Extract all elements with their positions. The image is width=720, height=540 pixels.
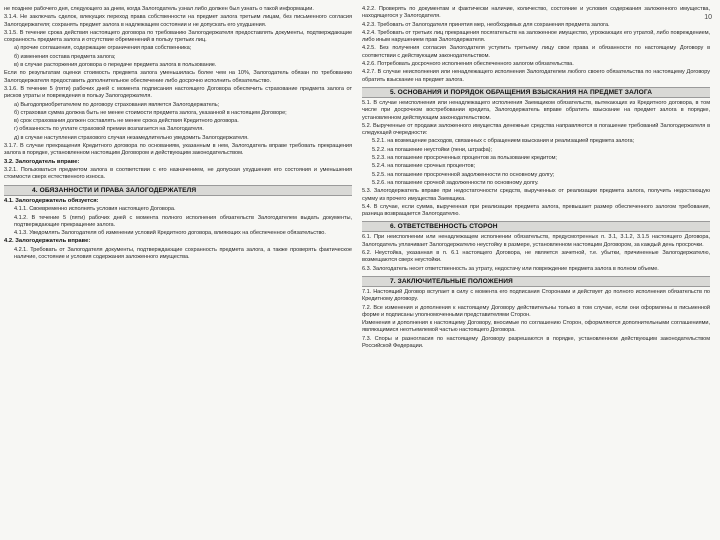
subsection-heading: 4.1. Залогодержатель обязуется: [4, 197, 99, 204]
page-number: 10 [704, 14, 712, 21]
list-item: 5.2.4. на погашение срочных процентов; [372, 163, 476, 170]
paragraph: Если по результатам оценки стоимость предмета залога уменьшилась более чем на 10%, Залогодатель обязан по требованию Залогодержателя предоставить дополнительное обеспечение либо досрочно исполнить обязательство. [4, 70, 352, 84]
paragraph: 4.1.2. В течение 5 (пяти) рабочих дней с момента полного исполнения обязательств Залогодателем выдать документы, подтверждающие прекращение залога. [14, 214, 352, 228]
paragraph: 4.2.5. Без получения согласия Залогодателя уступить третьему лицу свои права и обязанности по настоящему Договору в соответствии с действующим законодательством. [362, 45, 710, 59]
section-heading-7: 7. ЗАКЛЮЧИТЕЛЬНЫЕ ПОЛОЖЕНИЯ [362, 276, 710, 287]
list-item: а) Выгодоприобретателем по договору страхования является Залогодержатель; [14, 101, 220, 108]
paragraph: 7.2. Все изменения и дополнения к настоящему Договору действительны только в том случае, если они оформлены в письменной форме и подписаны уполномоченными представителями Сторон. [362, 304, 710, 318]
paragraph: 4.2.4. Требовать от третьих лиц прекращения посягательств на заложенное имущество, угрожающих его утратой, либо повреждением, либо иным нарушением прав Залогодержателя. [362, 29, 710, 44]
list-item: б) изменения состава предмета залога; [14, 53, 116, 60]
list-item: в) в случае расторжения договора о передаче предмета залога в пользование. [14, 62, 217, 69]
list-item: а) прочие соглашения, содержащие ограничения прав собственника; [14, 45, 192, 52]
paragraph: 6.3. Залогодатель несет ответственность за утрату, недостачу или повреждение предмета залога в полном объеме. [362, 265, 659, 272]
paragraph: 4.1.3. Уведомлять Залогодателя об изменении условий Кредитного договора, влияющих на обеспеченное обязательство. [14, 230, 326, 237]
paragraph: 3.1.4. Не заключать сделок, влекущих переход права собственности на предмет залога третьим лицам, без письменного согласия Залогодержателя; сохранять предмет залога в надлежащем состоянии и не допускать его ухудшения. [4, 14, 352, 28]
paragraph: 7.3. Споры и разногласия по настоящему Договору разрешаются в порядке, установленном действующим законодательством Российской Федерации. [362, 335, 710, 349]
paragraph: 4.2.3. Требовать от Залогодателя принятия мер, необходимых для сохранения предмета залога. [362, 21, 610, 28]
list-item: д) в случае наступления страхового случая незамедлительно уведомить Залогодержателя. [14, 134, 249, 141]
paragraph: 4.2.7. В случае неисполнения или ненадлежащего исполнения Залогодателем любого своего обязательства по настоящему Договору обратить взыскание на предмет залога. [362, 69, 710, 83]
subsection-heading: 3.2. Залогодатель вправе: [4, 158, 80, 165]
paragraph: 4.2.6. Потребовать досрочного исполнения обеспеченного залогом обязательства. [362, 61, 574, 68]
list-item: 5.2.3. на погашение просроченных процентов за пользование кредитом; [372, 155, 557, 162]
paragraph: 3.1.7. В случае прекращения Кредитного договора по основаниям, указанным в нем, Залогодатель вправе требовать прекращения залога в порядке, установленном настоящим Договором и действующим законодательством. [4, 143, 352, 157]
left-column [4, 6, 352, 534]
section-heading-5: 5. ОСНОВАНИЯ И ПОРЯДОК ОБРАЩЕНИЯ ВЗЫСКАНИЯ НА ПРЕДМЕТ ЗАЛОГА [362, 87, 710, 98]
paragraph: 5.1. В случае неисполнения или ненадлежащего исполнения Заемщиком обязательств, вытекающих из Кредитного договора, в том числе при досрочном востребовании кредита, Залогодержатель вправе обратить взыскание на предмет залога в порядке, установленном действующим законодательством. [362, 99, 710, 121]
section-heading-4: 4. ОБЯЗАННОСТИ И ПРАВА ЗАЛОГОДЕРЖАТЕЛЯ [4, 185, 352, 196]
paragraph: 3.2.1. Пользоваться предметом залога в соответствии с его назначением, не допуская ухудшения его состояния и уменьшения стоимости сверх естественного износа. [4, 167, 352, 181]
paragraph: 7.1. Настоящий Договор вступает в силу с момента его подписания Сторонами и действует до полного исполнения обязательств по Кредитному договору. [362, 288, 710, 303]
paragraph: 6.1. При неисполнении или ненадлежащем исполнении обязательств, предусмотренных п. 3.1, 3.1.2, 3.1.5 настоящего Договора, Залогодатель уплачивает Залогодержателю неустойку в размере, установленном настоящим Договором, за каждый день просрочки. [362, 234, 710, 248]
list-item: б) страховая сумма должна быть не менее стоимости предмета залога, указанной в настоящем Договоре; [14, 109, 287, 116]
paragraph: 5.4. В случае, если сумма, вырученная при реализации предмета залога, превышает размер обеспеченного залогом требования, разница возвращается Залогодателю. [362, 203, 710, 218]
section-heading-6: 6. ОТВЕТСТВЕННОСТЬ СТОРОН [362, 221, 710, 232]
list-item: 5.2.1. на возмещение расходов, связанных с обращением взыскания и реализацией предмета залога; [372, 138, 635, 145]
paragraph: 3.1.6. В течение 5 (пяти) рабочих дней с момента подписания настоящего Договора обеспечить страхование предмета залога от рисков утраты и повреждения в пользу Залогодержателя. [4, 85, 352, 100]
paragraph: 6.2. Неустойка, указанная в п. 6.1 настоящего Договора, не является зачетной, т.е. убытки, причиненные Залогодержателю, возмещаются сверх неустойки. [362, 250, 710, 264]
paragraph: 4.2.2. Проверять по документам и фактически наличие, количество, состояние и условия содержания заложенного имущества, находящегося у Залогодателя. [362, 6, 710, 20]
paragraph: 4.1.1. Своевременно исполнять условия настоящего Договора. [14, 206, 176, 213]
paragraph: 5.3. Залогодержатель вправе при недостаточности средств, вырученных от реализации предмета залога, получить недостающую сумму из прочего имущества Заемщика. [362, 188, 710, 202]
paragraph: 3.1.5. В течение срока действия настоящего договора по требованию Залогодержателя предоставлять документы, подтверждающие сохранность предмета залога и отсутствие обременений в пользу третьих лиц. [4, 29, 352, 44]
list-item: г) обязанность по уплате страховой премии возлагается на Залогодателя. [14, 126, 204, 133]
list-item: в) срок страхования должен составлять не менее срока действия Кредитного договора. [14, 118, 239, 125]
list-item: 5.2.5. на погашение просроченной задолженности по основному долгу; [372, 171, 555, 178]
list-item: 5.2.6. на погашение срочной задолженности по основному долгу. [372, 179, 539, 186]
paragraph: 4.2.1. Требовать от Залогодателя документы, подтверждающие сохранность предмета залога, а также проверять фактическое наличие, состояние и условия содержания заложенного имущества. [14, 246, 352, 261]
right-column [362, 6, 710, 534]
paragraph: не позднее рабочего дня, следующего за днем, когда Залогодатель узнал либо должен был узнать о такой информации. [4, 6, 314, 12]
paragraph: 5.2. Вырученные от продажи заложенного имущества денежные средства направляются в погашение требований Залогодержателя в следующей очередности: [362, 122, 710, 137]
list-item: 5.2.2. на погашение неустойки (пени, штрафа); [372, 146, 492, 153]
paragraph: Изменения и дополнения к настоящему Договору, вносимые по соглашению Сторон, оформляются дополнительными соглашениями, являющимися неотъемлемой частью настоящего Договора. [362, 320, 710, 334]
subsection-heading: 4.2. Залогодержатель вправе: [4, 238, 91, 245]
